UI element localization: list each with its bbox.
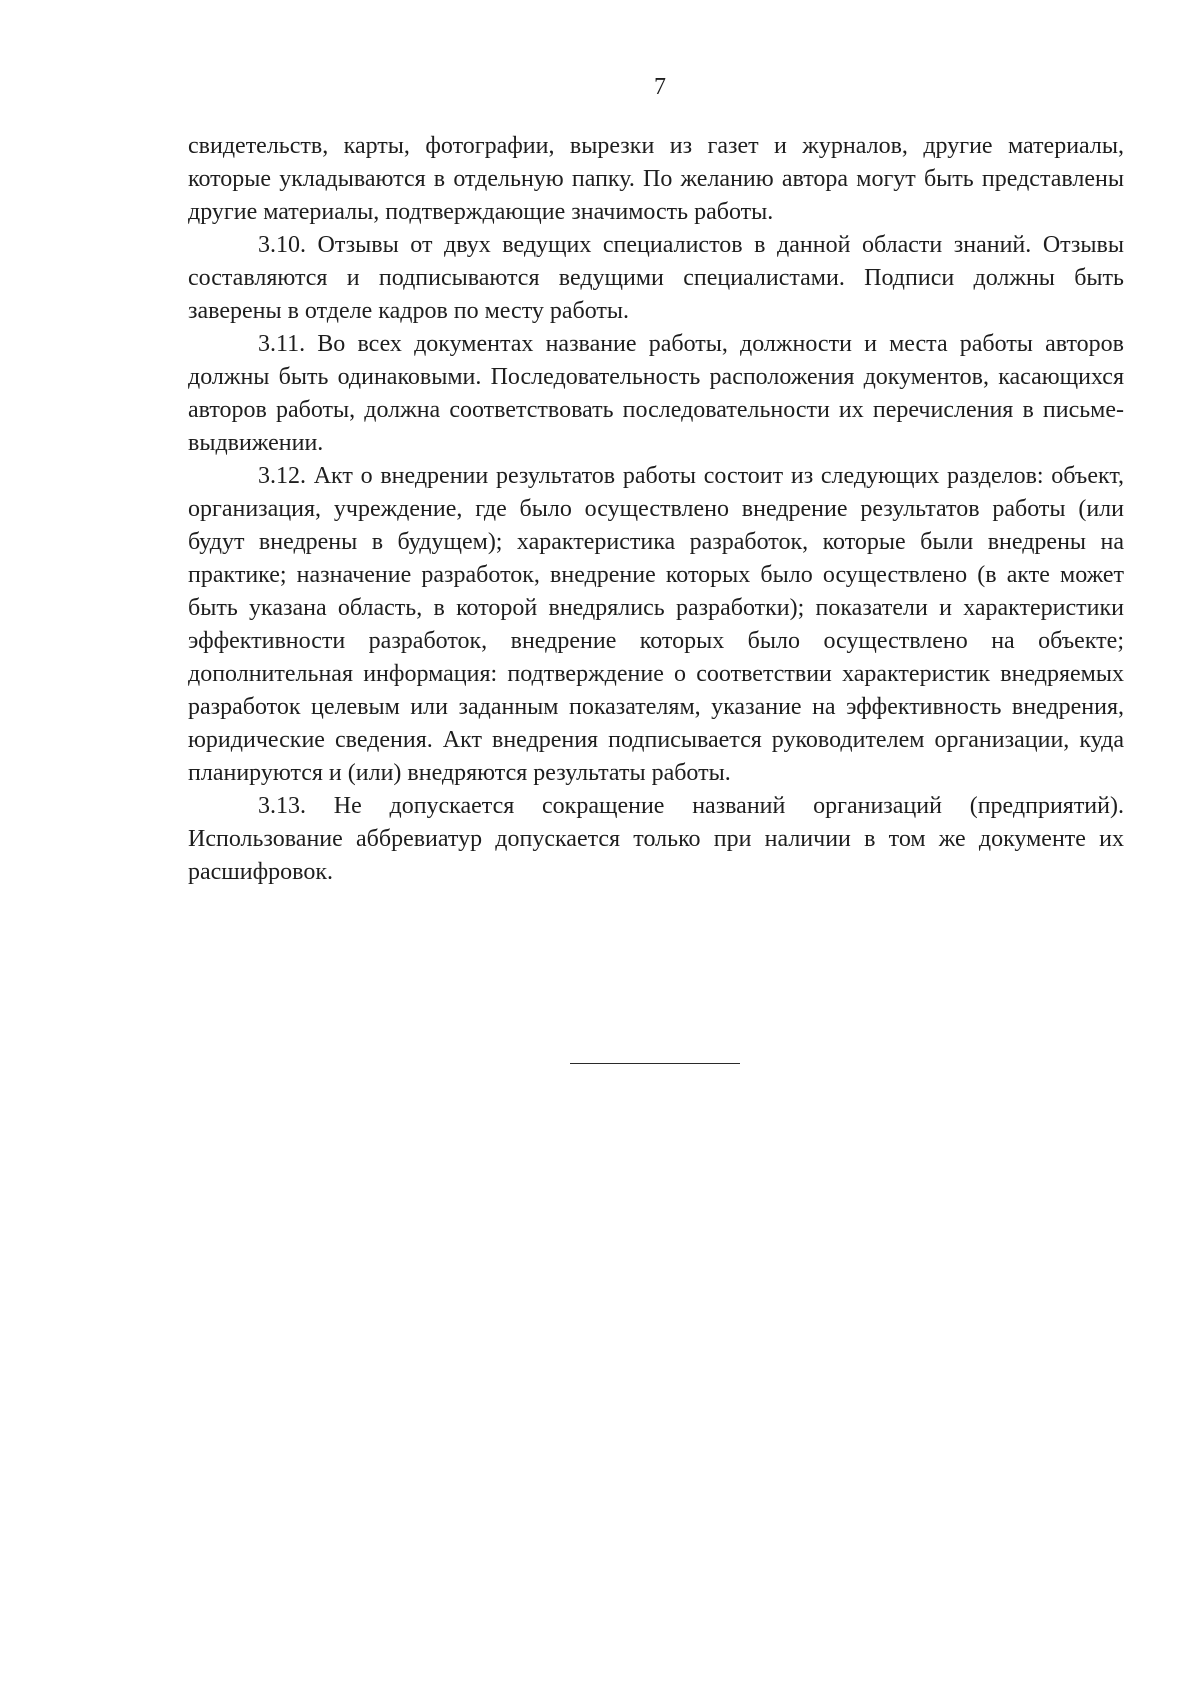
paragraph-3-13: 3.13. Не допускается сокращение названий организаций (предприятий). Использование аббревиатур допускается только при наличии в том же документе их расшифровок. [188, 793, 1124, 885]
end-separator-line [570, 1063, 740, 1064]
paragraph-3-10: 3.10. Отзывы от двух ведущих специалистов в данной области знаний. Отзывы составляются и подписываются ведущими специалистами. Подписи должны быть заверены в отделе кадров по месту работы. [188, 232, 1124, 324]
paragraph-continuation: свидетельств, карты, фотографии, вырезки из газет и журналов, другие материалы, которые укладываются в отдельную папку. По желанию автора могут быть представлены другие материалы, подтверждающие значимость работы. [188, 133, 1124, 225]
document-body [188, 130, 1124, 889]
page-number: 7 [654, 74, 666, 100]
paragraph-3-11: 3.11. Во всех документах название работы, должности и места работы авторов должны быть одинаковыми. Последовательность расположения документов, касающихся авторов работы, должна соответствовать последовательности их перечисления в письме-выдвижении. [188, 331, 1124, 456]
paragraph-3-12: 3.12. Акт о внедрении результатов работы состоит из следующих разделов: объект, организация, учреждение, где было осуществлено внедрение результатов работы (или будут внедрены в будущем); характеристика разработок, которые были внедрены на практике; назначение разработок, внедрение которых было осуществлено (в акте может быть указана область, в которой внедрялись разработки); показатели и характеристики эффективности разработок, внедрение которых было осуществлено на объекте; дополнительная информация: подтверждение о соответствии характеристик внедряемых разработок целевым или заданным показателям, указание на эффективность внедрения, юридические сведения. Акт внедрения подписывается руководителем организации, куда планируются и (или) внедряются результаты работы. [188, 463, 1124, 786]
